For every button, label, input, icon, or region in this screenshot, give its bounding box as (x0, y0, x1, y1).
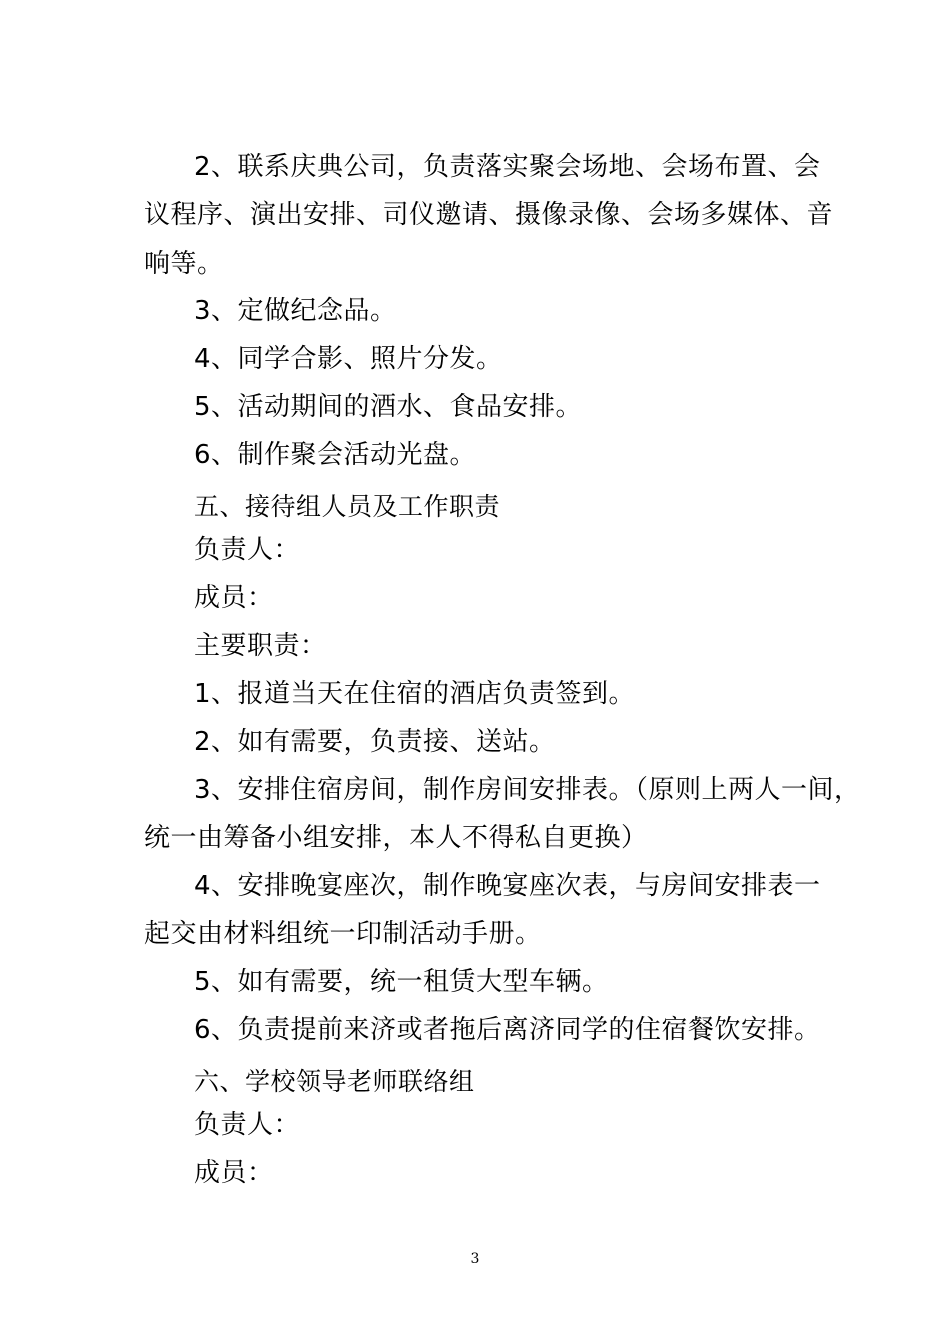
text-line: 1、报道当天在住宿的酒店负责签到。 (194, 679, 636, 709)
text-line: 负责人： (194, 535, 301, 565)
text-line: 成员： (194, 583, 274, 613)
text-line: 5、如有需要，统一租赁大型车辆。 (194, 967, 609, 997)
text-line: 6、负责提前来济或者拖后离济同学的住宿餐饮安排。 (194, 1015, 821, 1045)
text-line: 6、制作聚会活动光盘。 (194, 440, 477, 470)
text-line: 2、如有需要，负责接、送站。 (194, 727, 556, 757)
text-line: 4、安排晚宴座次，制作晚宴座次表，与房间安排表一 (194, 871, 821, 901)
text-line: 3、定做纪念品。 (194, 296, 397, 326)
text-line: 统一由筹备小组安排，本人不得私自更换） (144, 823, 648, 853)
section-heading: 六、学校领导老师联络组 (194, 1067, 475, 1096)
text-line: 负责人： (194, 1110, 301, 1140)
text-line: 响等。 (144, 249, 224, 279)
text-line: 3、安排住宿房间，制作房间安排表。（原则上两人一间， (194, 775, 861, 805)
text-line: 2、联系庆典公司，负责落实聚会场地、会场布置、会 (194, 152, 821, 182)
text-line: 主要职责： (194, 631, 327, 661)
text-line: 5、活动期间的酒水、食品安排。 (194, 392, 583, 422)
text-line: 成员： (194, 1158, 274, 1188)
text-line: 起交由材料组统一印制活动手册。 (144, 919, 542, 949)
text-line: 议程序、演出安排、司仪邀请、摄像录像、会场多媒体、音 (144, 200, 834, 230)
page-number: 3 (470, 1251, 480, 1267)
section-heading: 五、接待组人员及工作职责 (194, 492, 501, 521)
text-line: 4、同学合影、照片分发。 (194, 344, 503, 374)
